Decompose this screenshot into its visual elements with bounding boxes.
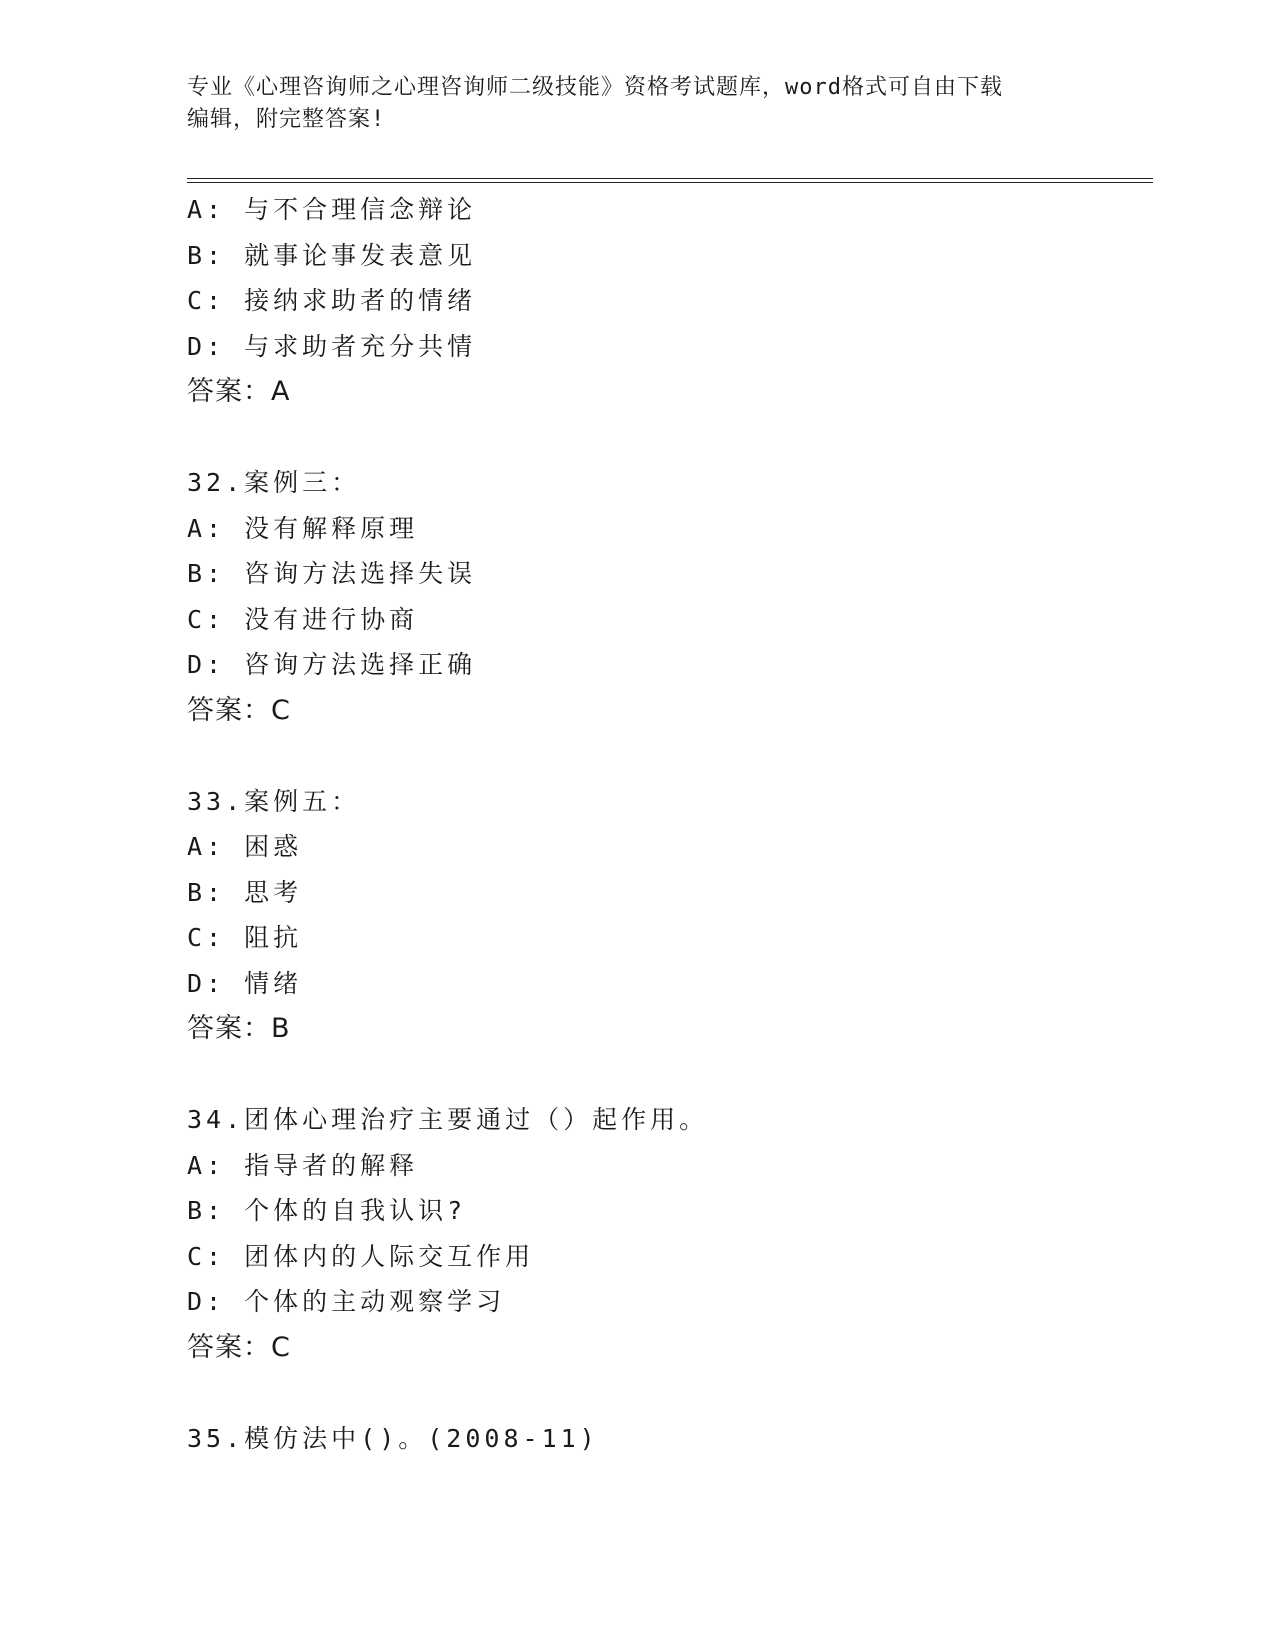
question-title: 34.团体心理治疗主要通过（）起作用。 [187, 1105, 709, 1134]
option-d [187, 324, 1147, 370]
question-block-33 [187, 779, 1147, 1052]
option-b [187, 551, 1147, 597]
spacer [187, 415, 1147, 461]
option-label: D: [187, 968, 226, 998]
option-text: 情绪 [244, 968, 303, 998]
option-label: B: [187, 240, 226, 270]
question-block-continued [187, 187, 1147, 415]
option-text: 团体内的人际交互作用 [244, 1241, 535, 1271]
option-label: B: [187, 559, 226, 588]
answer-line: 答案：A [187, 376, 291, 407]
spacer [187, 733, 1147, 779]
question-list [187, 187, 1147, 1461]
option-text: 与求助者充分共情 [244, 331, 477, 361]
answer-line: 答案：B [187, 1013, 291, 1044]
header-divider-bottom [187, 182, 1153, 183]
header-divider-top [187, 178, 1153, 179]
question-title: 33.案例五： [187, 786, 361, 816]
option-c [187, 597, 1147, 643]
option-text: 困惑 [244, 832, 303, 861]
answer-line: 答案：C [187, 694, 291, 726]
option-text: 指导者的解释 [244, 1150, 419, 1180]
header-line-2: 编辑，附完整答案! [187, 107, 386, 132]
option-label: D: [187, 331, 226, 361]
answer-line: 答案：C [187, 1331, 291, 1363]
option-a [187, 187, 1147, 233]
option-label: A: [187, 513, 226, 543]
header-line-1: 专业《心理咨询师之心理咨询师二级技能》资格考试题库，word格式可自由下载 [187, 75, 1003, 100]
option-label: A: [187, 195, 226, 224]
option-text: 思考 [244, 877, 303, 907]
option-a [187, 506, 1147, 552]
option-label: B: [187, 1196, 226, 1225]
spacer [187, 1370, 1147, 1416]
option-text: 没有进行协商 [244, 604, 419, 634]
question-title: 32.案例三： [187, 468, 361, 497]
option-label: C: [187, 286, 226, 315]
question-block-32 [187, 460, 1147, 733]
option-label: A: [187, 832, 226, 861]
option-b [187, 870, 1147, 916]
option-text: 与不合理信念辩论 [244, 195, 477, 224]
option-a [187, 824, 1147, 870]
option-label: D: [187, 650, 226, 679]
option-d [187, 1279, 1147, 1325]
option-label: B: [187, 877, 226, 907]
spacer [187, 1052, 1147, 1098]
option-label: A: [187, 1150, 226, 1180]
option-label: D: [187, 1287, 226, 1316]
option-c [187, 915, 1147, 961]
option-b [187, 1188, 1147, 1234]
option-text: 就事论事发表意见 [244, 240, 477, 270]
document-header [187, 72, 1087, 136]
option-label: C: [187, 1241, 226, 1271]
option-label: C: [187, 604, 226, 634]
option-text: 个体的自我认识? [244, 1196, 467, 1225]
option-text: 接纳求助者的情绪 [244, 286, 477, 315]
option-text: 个体的主动观察学习 [244, 1287, 506, 1316]
option-text: 没有解释原理 [244, 513, 419, 543]
option-text: 咨询方法选择失误 [244, 559, 477, 588]
option-c [187, 1234, 1147, 1280]
option-d [187, 642, 1147, 688]
option-text: 咨询方法选择正确 [244, 650, 477, 679]
option-b [187, 233, 1147, 279]
option-a [187, 1143, 1147, 1189]
question-block-34 [187, 1097, 1147, 1370]
option-text: 阻抗 [244, 923, 303, 952]
option-label: C: [187, 923, 226, 952]
question-title: 35.模仿法中()。(2008-11) [187, 1423, 599, 1453]
option-c [187, 278, 1147, 324]
option-d [187, 961, 1147, 1007]
question-block-35 [187, 1416, 1147, 1462]
